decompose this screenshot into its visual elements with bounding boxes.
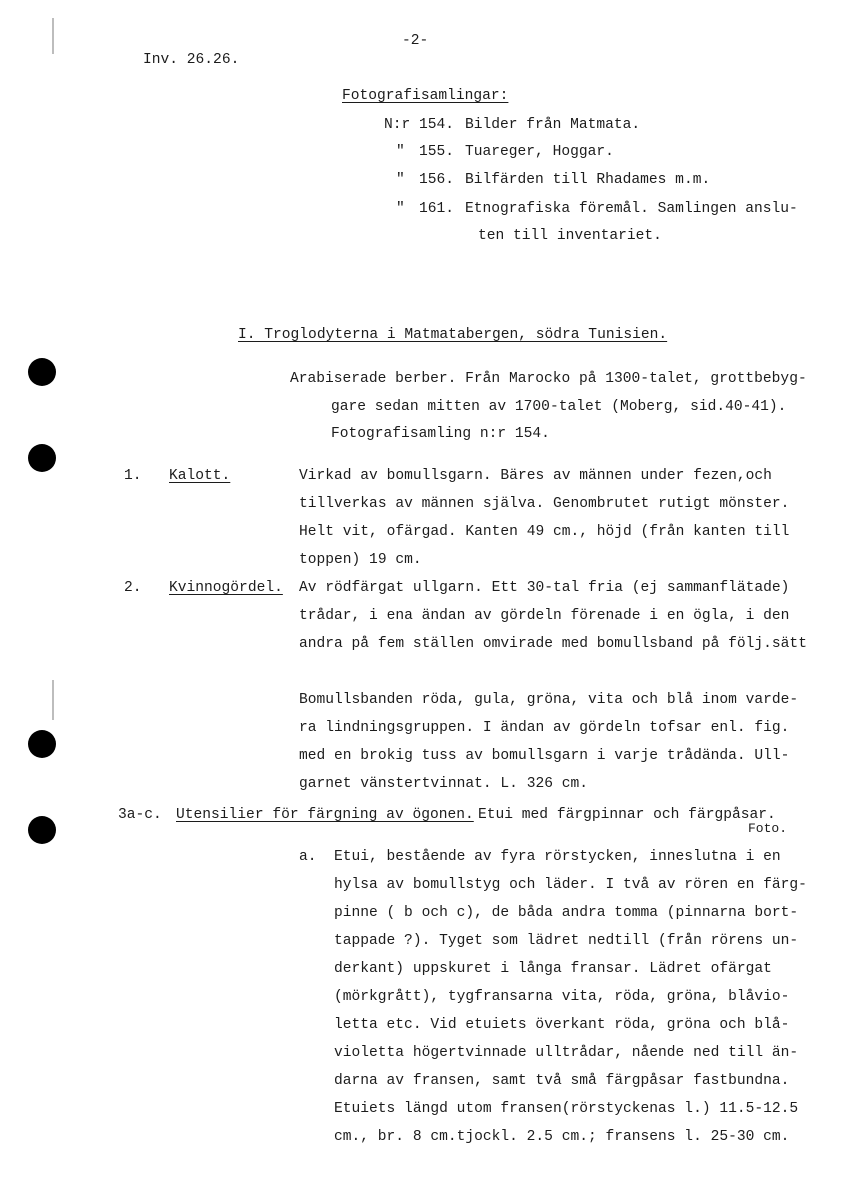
punch-hole [28,444,56,472]
sub-entry-line: Etui, bestående av fyra rörstycken, inneslutna i en [334,849,781,865]
punch-hole [28,816,56,844]
entry-line: toppen) 19 cm. [299,552,422,568]
sub-entry-line: letta etc. Vid etuiets överkant röda, gröna och blå- [334,1017,790,1033]
inventory-number: Inv. 26.26. [143,52,240,68]
sub-entry-label: a. [299,849,317,865]
margin-mark [52,680,54,720]
sub-entry-line: darna av fransen, samt två små färgpåsar fastbundna. [334,1073,790,1089]
photo-note: Foto. [748,821,788,836]
entry-line: Helt vit, ofärgad. Kanten 49 cm., höjd (från kanten till [299,524,790,540]
intro-line: Fotografisamling n:r 154. [331,426,550,442]
entry-line: Av rödfärgat ullgarn. Ett 30-tal fria (ej sammanflätade) [299,580,790,596]
collection-marker: " [396,144,405,160]
entry-line: ra lindningsgruppen. I ändan av gördeln tofsar enl. fig. [299,720,790,736]
section-title: I. Troglodyterna i Matmatabergen, södra Tunisien. [238,327,668,343]
punch-hole [28,730,56,758]
sub-entry-line: derkant) uppskuret i långa fransar. Lädret ofärgat [334,961,772,977]
sub-entry-line: pinne ( b och c), de båda andra tomma (pinnarna bort- [334,905,799,921]
collection-text: Bilder från Matmata. [465,117,641,133]
sub-entry-line: cm., br. 8 cm.tjockl. 2.5 cm.; fransens l. 25-30 cm. [334,1129,790,1145]
entry-line: trådar, i ena ändan av gördeln förenade i en ögla, i den [299,608,790,624]
sub-entry-line: tappade ?). Tyget som lädret nedtill (från rörens un- [334,933,799,949]
entry-line: Bomullsbanden röda, gula, gröna, vita och blå inom varde- [299,692,799,708]
entry-line: Virkad av bomullsgarn. Bäres av männen under fezen,och [299,468,772,484]
collection-number: 161. [419,201,455,217]
collection-text: Tuareger, Hoggar. [465,144,614,160]
entry-name: Utensilier för färgning av ögonen. [176,807,474,823]
collection-number: 156. [419,172,455,188]
margin-mark [52,18,54,54]
sub-entry-line: violetta högertvinnade ulltrådar, nående ned till än- [334,1045,799,1061]
collection-text: Etnografiska föremål. Samlingen anslu- [465,201,798,217]
page-number: -2- [402,33,429,49]
entry-description: Etui med färgpinnar och färgpåsar. [478,807,776,823]
sub-entry-line: (mörkgrått), tygfransarna vita, röda, gröna, blåvio- [334,989,790,1005]
sub-entry-line: hylsa av bomullstyg och läder. I två av rören en färg- [334,877,807,893]
punch-hole [28,358,56,386]
collection-marker: N:r [384,117,411,133]
collection-number: 155. [419,144,455,160]
intro-line: gare sedan mitten av 1700-talet (Moberg, sid.40-41). [331,399,787,415]
entry-number: 1. [124,468,142,484]
collection-marker: " [396,201,405,217]
entry-line: garnet vänstertvinnat. L. 326 cm. [299,776,589,792]
sub-entry-line: Etuiets längd utom fransen(rörstyckenas l.) 11.5-12.5 [334,1101,799,1117]
entry-name: Kalott. [169,468,231,484]
entry-number: 3a-c. [118,807,162,823]
entry-line: andra på fem ställen omvirade med bomullsband på följ.sätt [299,636,807,652]
collection-number: 154. [419,117,455,133]
collection-marker: " [396,172,405,188]
intro-line: Arabiserade berber. Från Marocko på 1300-talet, grottbebyg- [290,371,807,387]
collection-continuation: ten till inventariet. [478,228,662,244]
entry-line: tillverkas av männen själva. Genombrutet rutigt mönster. [299,496,790,512]
collection-text: Bilfärden till Rhadames m.m. [465,172,711,188]
entry-number: 2. [124,580,142,596]
photo-collections-heading: Fotografisamlingar: [342,88,509,104]
entry-name: Kvinnogördel. [169,580,283,596]
entry-line: med en brokig tuss av bomullsgarn i varje trådända. Ull- [299,748,790,764]
